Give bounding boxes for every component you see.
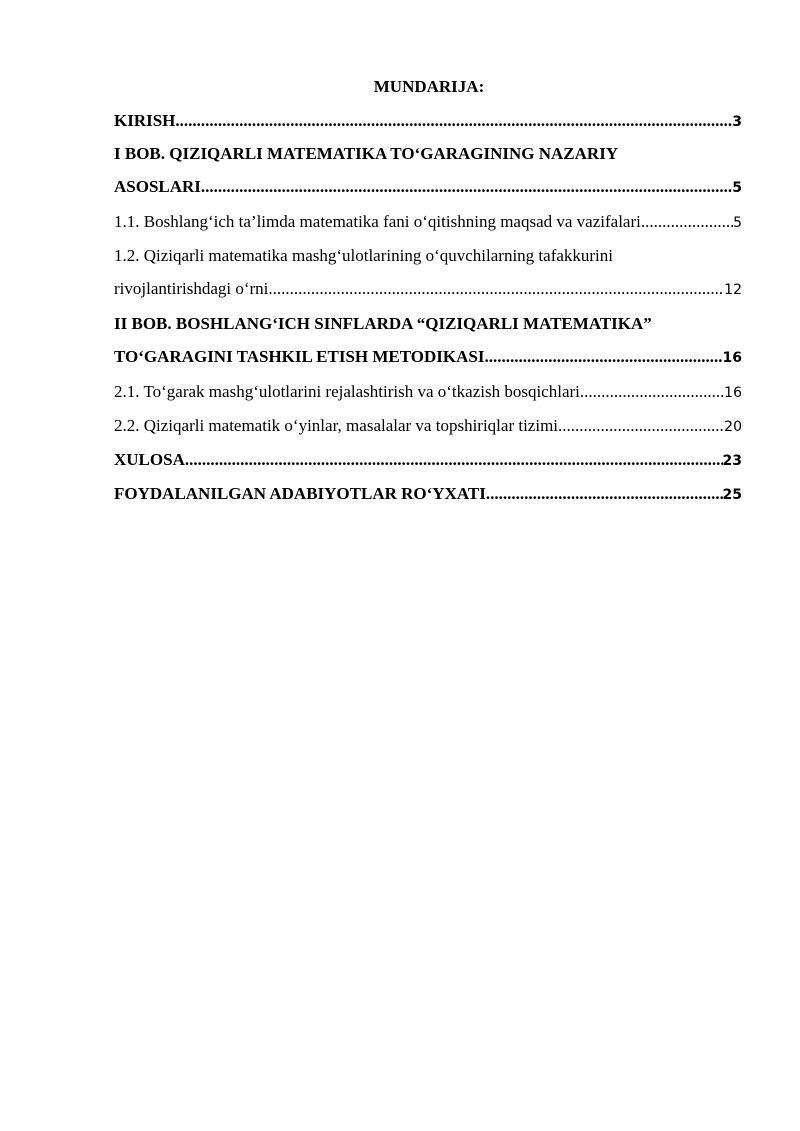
- toc-page-number: 20: [724, 419, 742, 435]
- toc-title: MUNDARIJA:: [373, 77, 485, 96]
- toc-entry-label: 1.1. Boshlang‘ich ta’limda matematika fani o‘qitishning maqsad va vazifalari: [114, 212, 641, 231]
- toc-entry-section-2-2[interactable]: [114, 415, 742, 437]
- toc-entry-label-line-1: II BOB. BOSHLANG‘ICH SINFLARDA “QIZIQARLI MATEMATIKA”: [114, 314, 652, 333]
- toc-entry-section-1-2[interactable]: [114, 245, 742, 300]
- toc-entry-chapter-1[interactable]: [114, 143, 742, 198]
- toc-entry-section-1-1[interactable]: [114, 211, 742, 233]
- dot-leader: [486, 483, 723, 505]
- toc-entry-chapter-2[interactable]: [114, 313, 742, 368]
- toc-page-number: 25: [722, 487, 742, 503]
- toc-entry-label: rivojlantirishdagi o‘rni: [114, 279, 269, 298]
- dot-leader: [641, 211, 733, 233]
- toc-entry-xulosa[interactable]: [114, 449, 742, 471]
- toc-entry-label: 2.1. To‘garak mashg‘ulotlarini rejalashtirish va o‘tkazish bosqichlari: [114, 382, 580, 401]
- dot-leader: [485, 346, 723, 368]
- toc-entry-label: XULOSA: [114, 450, 185, 469]
- dot-leader: [175, 110, 732, 132]
- toc-entry-references[interactable]: [114, 483, 742, 505]
- toc-page-number: 12: [724, 282, 742, 298]
- toc-entry-label: TO‘GARAGINI TASHKIL ETISH METODIKASI: [114, 347, 485, 366]
- toc-entry-label-line-1: I BOB. QIZIQARLI MATEMATIKA TO‘GARAGINING NAZARIY: [114, 144, 619, 163]
- toc-entry-label: KIRISH: [114, 111, 176, 130]
- toc-entry-label: FOYDALANILGAN ADABIYOTLAR RO‘YXATI: [114, 484, 486, 503]
- dot-leader: [201, 176, 732, 198]
- toc-page-number: 5: [732, 180, 742, 196]
- dot-leader: [558, 415, 724, 437]
- dot-leader: [580, 381, 724, 403]
- toc-entry-section-2-1[interactable]: [114, 381, 742, 403]
- toc-page-number: 23: [722, 453, 742, 469]
- dot-leader: [268, 278, 724, 300]
- toc-page-number: 16: [722, 350, 742, 366]
- toc-page-number: 5: [733, 215, 742, 231]
- toc-entry-label: 2.2. Qiziqarli matematik o‘yinlar, masalalar va topshiriqlar tizimi: [114, 416, 559, 435]
- toc-page-number: 16: [724, 385, 742, 401]
- toc-entry-label: ASOSLARI: [114, 177, 201, 196]
- toc-entry-label-line-1: 1.2. Qiziqarli matematika mashg‘ulotlarining o‘quvchilarning tafakkurini: [114, 246, 614, 265]
- dot-leader: [185, 449, 723, 471]
- toc-entry-kirish[interactable]: [114, 110, 742, 132]
- toc-page-number: 3: [732, 114, 742, 130]
